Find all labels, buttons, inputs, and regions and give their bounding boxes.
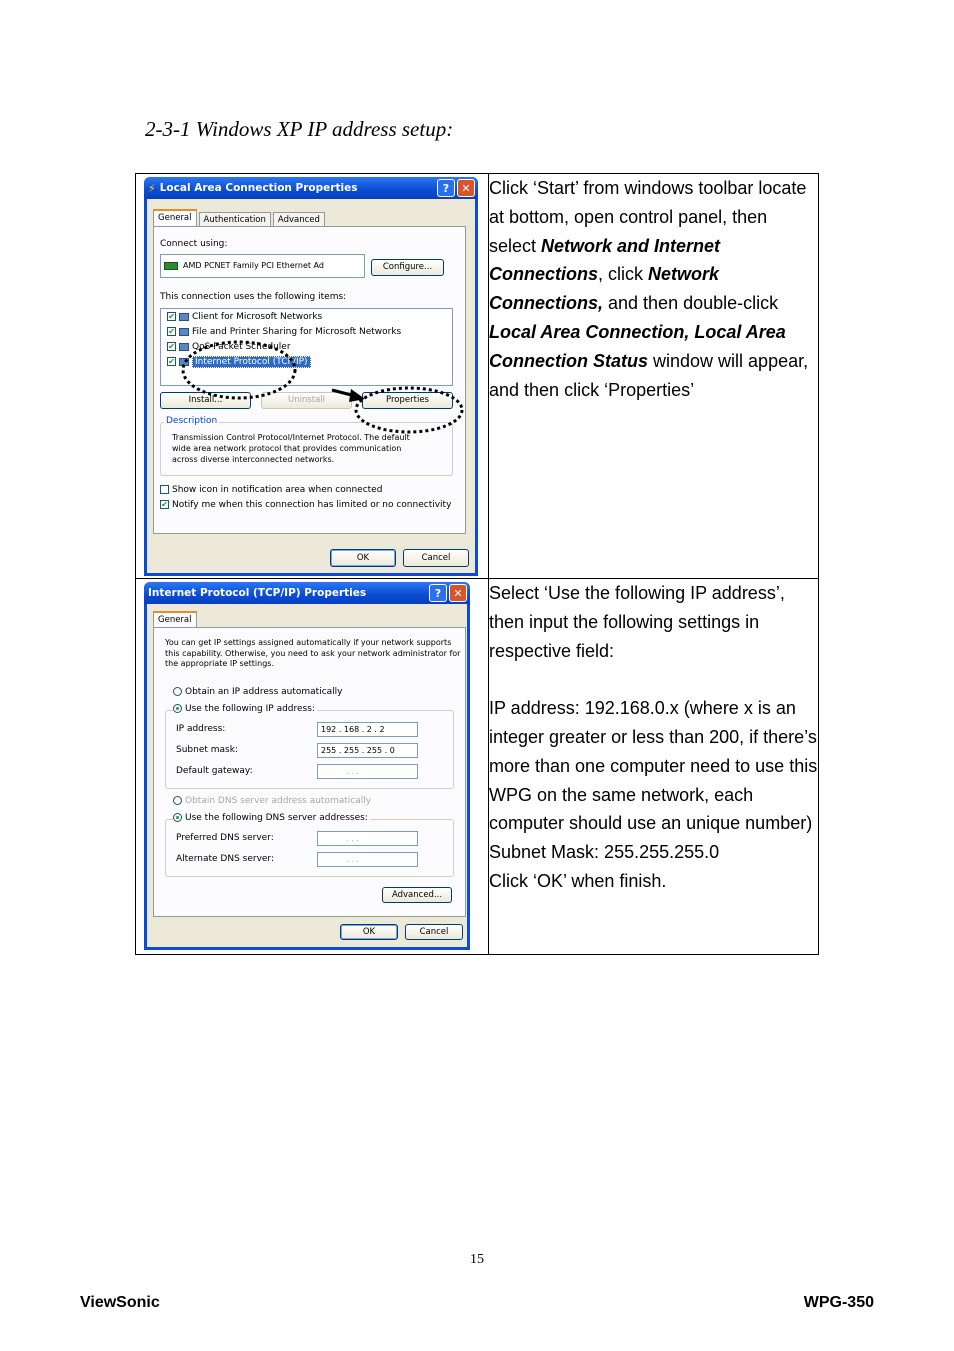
intro-text: You can get IP settings assigned automatically if your network supports this capability. Otherwise, you need to ask your network administrator for the appropriate IP settings. [165,638,461,668]
default-gateway-label: Default gateway: [176,766,253,776]
items-label: This connection uses the following items: [160,292,347,302]
instruction-1: Click ‘Start’ from windows toolbar locate at bottom, open control panel, then select Network and Internet Connections, click Network Connections, and then double-click Local Area Connection, Local Area Connection Status window will appear, and then click ‘Properties’ [489,178,809,400]
close-icon[interactable]: ✕ [457,179,475,197]
obtain-ip-option[interactable]: Obtain an IP address automatically [173,687,343,697]
subnet-mask-label: Subnet mask: [176,745,238,755]
list-item[interactable]: ✔ QoS Packet Scheduler [168,342,291,352]
footer-model: WPG-350 [803,1294,874,1311]
uninstall-button[interactable]: Uninstall [261,392,352,409]
screenshot-cell-1 [136,174,489,579]
cancel-button[interactable]: Cancel [405,924,463,940]
close-icon[interactable]: ✕ [449,584,467,602]
preferred-dns-input[interactable]: . . . [317,831,418,846]
highlight-tcpip-circle [183,342,295,398]
instruction-2-intro: Select ‘Use the following IP address’, then input the following settings in respective field: [489,583,785,661]
notify-option[interactable]: ✔ Notify me when this connection has limited or no connectivity [161,500,452,510]
tab-advanced[interactable]: Advanced [273,212,325,226]
adapter-field: AMD PCNET Family PCI Ethernet Ad [160,254,365,278]
show-icon-option[interactable]: Show icon in notification area when connected [160,485,382,495]
alternate-dns-label: Alternate DNS server: [176,854,275,864]
alternate-dns-input[interactable]: . . . [317,852,418,867]
radio-selected[interactable] [173,813,182,822]
radio-disabled[interactable] [173,796,182,805]
cancel-button[interactable]: Cancel [403,549,469,567]
instruction-2-ip: IP address: 192.168.0.x (where x is an integer greater or less than 200, if there’s more than one computer need to use this WPG on the same network, each computer should use an unique number) [489,698,818,834]
dialog2-titlebar [144,582,470,604]
local-area-connection-dialog [144,177,478,576]
highlight-properties-circle [356,388,462,432]
checkbox-checked[interactable]: ✔ [168,312,175,321]
use-ip-option[interactable]: Use the following IP address: [173,704,317,714]
radio-unselected[interactable] [173,687,182,696]
ok-button[interactable]: OK [340,924,398,940]
screenshot-cell-2 [136,579,489,955]
help-icon[interactable]: ? [429,584,447,602]
tab-general[interactable]: General [153,209,197,226]
checkbox-checked[interactable]: ✔ [161,500,168,509]
checkbox-checked[interactable]: ✔ [168,327,175,336]
dialog1-title: Local Area Connection Properties [159,182,358,194]
preferred-dns-label: Preferred DNS server: [176,833,274,843]
list-item[interactable]: ✔ Client for Microsoft Networks [168,312,323,322]
obtain-dns-option[interactable]: Obtain DNS server address automatically [173,796,371,806]
use-dns-option[interactable]: Use the following DNS server addresses: [173,813,370,823]
network-icon: ⚡ [148,181,156,195]
tcpip-properties-dialog [144,582,470,950]
subnet-mask-input[interactable]: 255 . 255 . 255 . 0 [317,743,418,758]
description-label: Description [166,416,218,426]
connect-using-label: Connect using: [160,239,228,249]
instructions-table [135,173,819,955]
instruction-cell-2 [489,579,819,955]
annotation-overlay [147,177,475,573]
section-title: 2-3-1 Windows XP IP address setup: [145,117,454,141]
ip-address-label: IP address: [176,724,226,734]
instruction-2-subnet: Subnet Mask: 255.255.255.0 [489,842,720,863]
properties-button[interactable]: Properties [362,392,453,409]
ip-address-input[interactable]: 192 . 168 . 2 . 2 [317,722,418,737]
dialog2-title: Internet Protocol (TCP/IP) Properties [148,587,367,599]
install-button[interactable]: Install... [160,392,251,409]
arrow-head [349,389,365,402]
instruction-cell-1 [489,174,819,579]
tab-authentication[interactable]: Authentication [199,212,271,226]
list-item-selected[interactable]: ✔ Internet Protocol (TCP/IP) [167,357,311,367]
general-panel [153,627,466,917]
page-number: 15 [470,1252,484,1267]
help-icon[interactable]: ? [437,179,455,197]
default-gateway-input[interactable]: . . . [317,764,418,779]
description-text: Transmission Control Protocol/Internet Protocol. The default wide area network protocol that provides communication across diverse interconnected networks. [172,433,410,464]
advanced-button[interactable]: Advanced... [382,887,452,903]
instruction-2-finish: Click ‘OK’ when finish. [489,870,667,891]
radio-selected[interactable] [173,704,182,713]
footer-brand: ViewSonic [80,1294,160,1311]
dns-group [165,819,454,877]
ok-button[interactable]: OK [330,549,396,567]
tab-general[interactable]: General [153,611,197,628]
configure-button[interactable]: Configure... [371,259,444,276]
list-item[interactable]: ✔ File and Printer Sharing for Microsoft Networks [168,327,402,337]
checkbox-checked[interactable]: ✔ [168,357,175,366]
checkbox-checked[interactable]: ✔ [168,342,175,351]
